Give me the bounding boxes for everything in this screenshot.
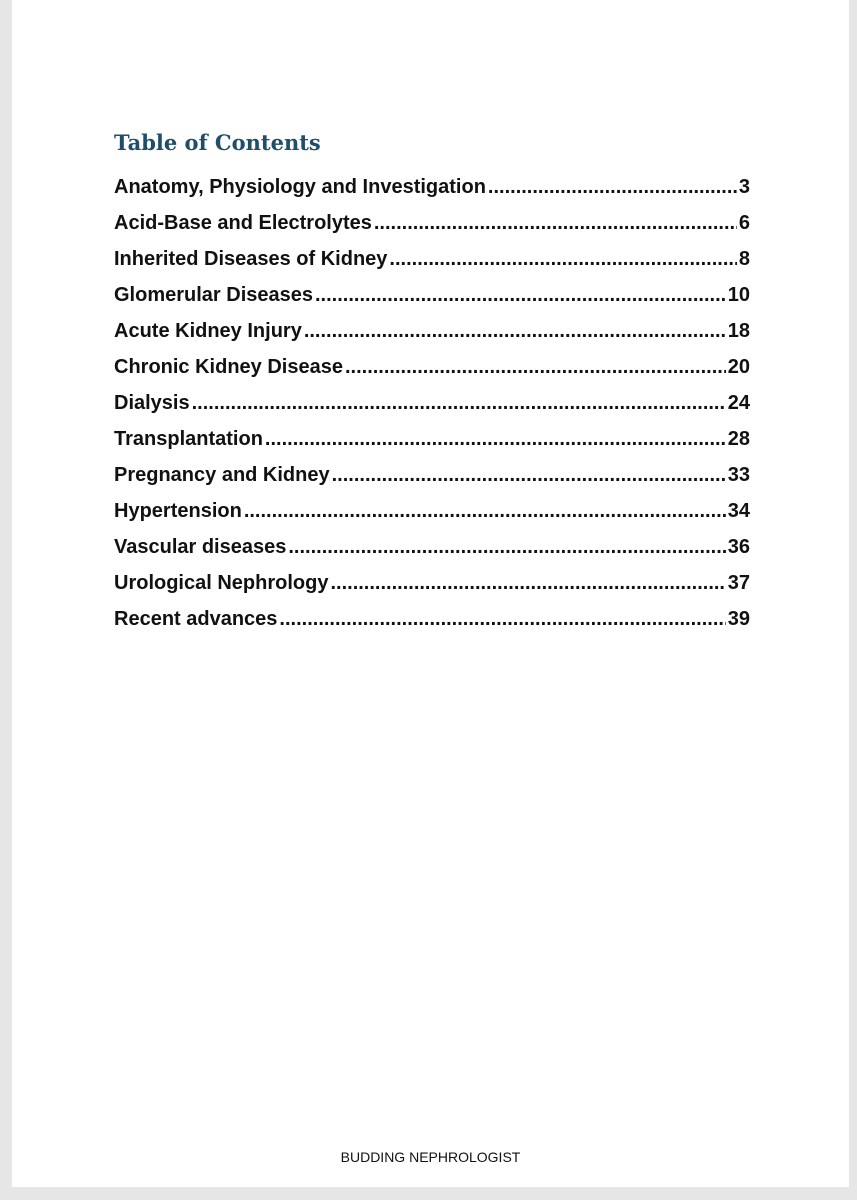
toc-dot-leader	[345, 356, 726, 379]
toc-entry[interactable]	[114, 320, 750, 356]
toc-list	[114, 176, 750, 644]
toc-entry[interactable]	[114, 464, 750, 500]
toc-entry-page: 6	[738, 212, 750, 234]
toc-dot-leader	[192, 392, 726, 415]
toc-entry-page: 3	[738, 176, 750, 198]
toc-entry-label: Inherited Diseases of Kidney	[114, 248, 388, 270]
toc-entry-page: 24	[727, 392, 750, 414]
toc-entry-label: Transplantation	[114, 428, 263, 450]
toc-dot-leader	[304, 320, 726, 343]
toc-dot-leader	[288, 536, 725, 559]
toc-entry-label: Anatomy, Physiology and Investigation	[114, 176, 486, 198]
toc-entry-page: 8	[738, 248, 750, 270]
toc-entry-label: Acute Kidney Injury	[114, 320, 302, 342]
toc-entry[interactable]	[114, 356, 750, 392]
toc-entry[interactable]	[114, 536, 750, 572]
toc-entry-label: Recent advances	[114, 608, 278, 630]
toc-entry-label: Chronic Kidney Disease	[114, 356, 343, 378]
toc-entry-page: 34	[727, 500, 750, 522]
document-page	[12, 0, 849, 1187]
toc-entry-label: Vascular diseases	[114, 536, 287, 558]
toc-entry-page: 36	[727, 536, 750, 558]
toc-entry[interactable]	[114, 428, 750, 464]
toc-entry-label: Pregnancy and Kidney	[114, 464, 330, 486]
toc-entry[interactable]	[114, 392, 750, 428]
toc-title: Table of Contents	[114, 130, 321, 155]
toc-dot-leader	[330, 572, 725, 595]
toc-entry[interactable]	[114, 572, 750, 608]
toc-entry[interactable]	[114, 500, 750, 536]
toc-entry-label: Glomerular Diseases	[114, 284, 313, 306]
toc-entry[interactable]	[114, 248, 750, 284]
toc-entry[interactable]	[114, 284, 750, 320]
toc-entry[interactable]	[114, 176, 750, 212]
toc-dot-leader	[265, 428, 726, 451]
toc-entry[interactable]	[114, 212, 750, 248]
toc-dot-leader	[332, 464, 726, 487]
toc-entry-page: 39	[727, 608, 750, 630]
toc-entry-label: Acid-Base and Electrolytes	[114, 212, 372, 234]
page-footer: BUDDING NEPHROLOGIST	[340, 1149, 521, 1165]
toc-dot-leader	[315, 284, 726, 307]
toc-dot-leader	[488, 176, 737, 199]
toc-entry-page: 33	[727, 464, 750, 486]
toc-dot-leader	[389, 248, 736, 271]
toc-entry-page: 10	[727, 284, 750, 306]
toc-dot-leader	[374, 212, 737, 235]
toc-entry-label: Urological Nephrology	[114, 572, 329, 594]
toc-entry-page: 28	[727, 428, 750, 450]
toc-entry-label: Hypertension	[114, 500, 242, 522]
toc-entry-page: 18	[727, 320, 750, 342]
toc-entry[interactable]	[114, 608, 750, 644]
toc-dot-leader	[279, 608, 725, 631]
toc-entry-label: Dialysis	[114, 392, 190, 414]
toc-entry-page: 37	[727, 572, 750, 594]
toc-entry-page: 20	[727, 356, 750, 378]
toc-dot-leader	[244, 500, 726, 523]
